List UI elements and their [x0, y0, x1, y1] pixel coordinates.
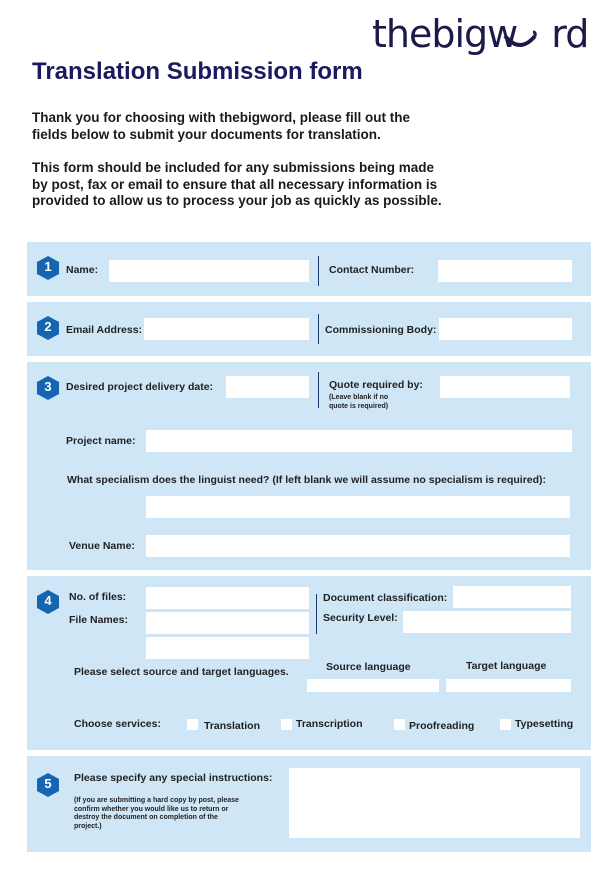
contact-number-label: Contact Number:	[329, 264, 415, 276]
document-classification-label: Document classification:	[323, 592, 448, 604]
proofreading-checkbox[interactable]	[394, 719, 405, 730]
target-language-label: Target language	[466, 660, 547, 672]
divider	[318, 256, 319, 286]
typesetting-checkbox[interactable]	[500, 719, 511, 730]
section-5	[27, 756, 591, 852]
speech-bubble-icon	[503, 30, 537, 60]
divider	[316, 594, 317, 634]
thebigword-logo	[372, 12, 588, 56]
document-classification-input[interactable]	[453, 586, 571, 608]
project-name-label: Project name:	[66, 435, 136, 447]
file-names-input-2[interactable]	[146, 637, 309, 659]
intro-line: fields below to submit your documents for translation.	[32, 126, 381, 142]
transcription-checkbox[interactable]	[281, 719, 292, 730]
proofreading-label: Proofreading	[409, 720, 475, 732]
venue-name-label: Venue Name:	[69, 540, 135, 552]
email-address-input[interactable]	[144, 318, 309, 340]
specialism-label: What specialism does the linguist need? (If left blank we will assume no specialism is required):	[67, 474, 547, 486]
source-language-select[interactable]	[307, 679, 439, 692]
intro-paragraph-2	[32, 160, 452, 210]
commissioning-body-label: Commissioning Body:	[325, 324, 437, 336]
special-instructions-textarea[interactable]	[289, 768, 580, 838]
quote-required-input[interactable]	[440, 376, 570, 398]
section-number-badge: 5	[37, 773, 59, 797]
hard-copy-note: (If you are submitting a hard copy by post, please confirm whether you would like us to return or destroy the document on completion of the project.)	[74, 797, 239, 830]
project-name-input[interactable]	[146, 430, 572, 452]
section-number-badge: 1	[37, 256, 59, 280]
logo-text-start: thebigw	[372, 12, 518, 56]
intro-paragraph-1	[32, 110, 452, 143]
section-3	[27, 362, 591, 570]
special-instructions-label: Please specify any special instructions:	[74, 772, 273, 784]
intro-line: by post, fax or email to ensure that all necessary information is	[32, 176, 438, 192]
section-2	[27, 302, 591, 356]
source-language-label: Source language	[326, 661, 411, 673]
section-number-badge: 4	[37, 590, 59, 614]
name-input[interactable]	[109, 260, 309, 282]
section-number-badge: 3	[37, 376, 59, 400]
quote-required-label: Quote required by:	[329, 379, 423, 391]
translation-checkbox[interactable]	[187, 719, 198, 730]
intro-line: This form should be included for any submissions being made	[32, 160, 435, 175]
divider	[318, 314, 319, 344]
intro-line: Thank you for choosing with thebigword, please fill out the	[32, 110, 411, 125]
transcription-label: Transcription	[296, 718, 363, 730]
file-names-label: File Names:	[69, 614, 128, 626]
section-1	[27, 242, 591, 296]
target-language-select[interactable]	[446, 679, 571, 692]
logo-text-end: rd	[551, 12, 589, 56]
delivery-date-label: Desired project delivery date:	[66, 381, 214, 393]
choose-services-label: Choose services:	[74, 718, 161, 730]
divider	[318, 372, 319, 408]
no-of-files-label: No. of files:	[69, 591, 127, 603]
security-level-label: Security Level:	[323, 612, 398, 624]
name-label: Name:	[66, 264, 99, 276]
venue-name-input[interactable]	[146, 535, 570, 557]
section-number-badge: 2	[37, 316, 59, 340]
no-of-files-input[interactable]	[146, 587, 309, 609]
languages-label: Please select source and target languages.	[74, 666, 289, 678]
intro-line: provided to allow us to process your job as quickly as possible.	[32, 193, 442, 208]
page-title: Translation Submission form	[32, 58, 363, 85]
email-address-label: Email Address:	[66, 324, 143, 336]
commissioning-body-input[interactable]	[439, 318, 572, 340]
section-4	[27, 576, 591, 750]
file-names-input-1[interactable]	[146, 612, 309, 634]
contact-number-input[interactable]	[438, 260, 572, 282]
typesetting-label: Typesetting	[515, 718, 574, 730]
security-level-input[interactable]	[403, 611, 571, 633]
quote-note: (Leave blank if no quote is required)	[329, 394, 389, 410]
specialism-input[interactable]	[146, 496, 570, 518]
delivery-date-input[interactable]	[226, 376, 309, 398]
translation-label: Translation	[204, 720, 261, 732]
